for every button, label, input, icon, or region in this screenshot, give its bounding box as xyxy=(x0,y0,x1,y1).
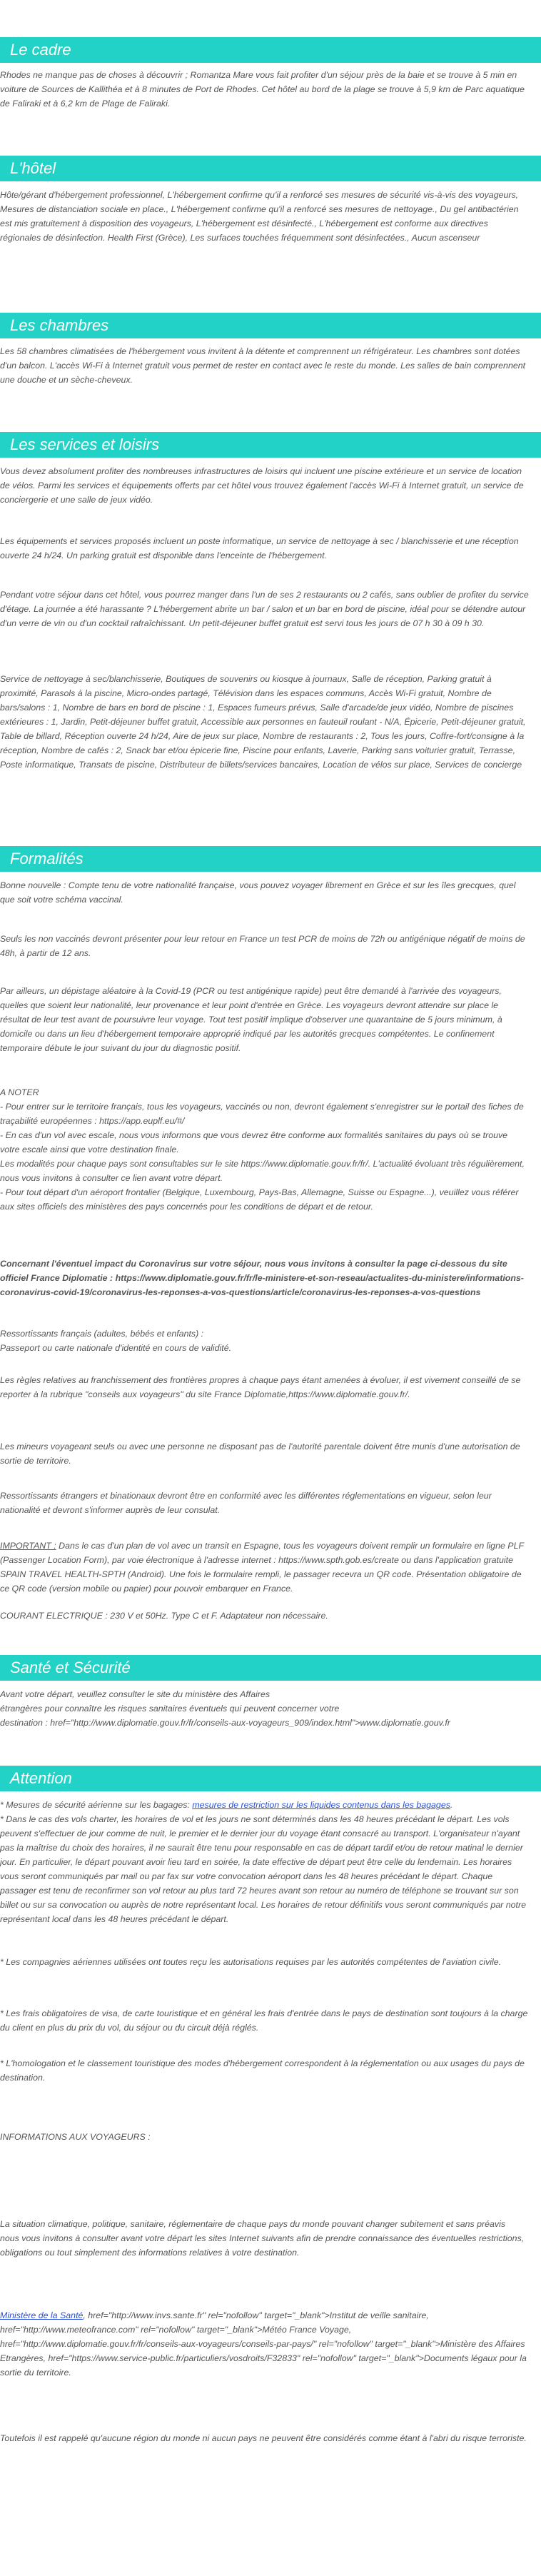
section-title-services: Les services et loisirs xyxy=(10,436,160,453)
formalites-important xyxy=(0,1539,530,1596)
formalites-bold xyxy=(0,1257,530,1299)
terrorisme-paragraph: Toutefois il est rappelé qu'aucune région du monde ni aucun pays ne peuvent être considérés comme étant à l'abri du risque terroriste. xyxy=(0,2433,527,2443)
cadre-text xyxy=(0,68,530,111)
sites-paragraph xyxy=(0,2308,530,2380)
section-banner-services xyxy=(0,432,541,458)
important-label: IMPORTANT : xyxy=(0,1541,56,1551)
formalites-courant xyxy=(0,1609,530,1623)
services-p2 xyxy=(0,534,530,563)
info-voyageurs-title: INFORMATIONS AUX VOYAGEURS : xyxy=(0,2132,151,2142)
attention-situation xyxy=(0,2217,530,2260)
services-p4 xyxy=(0,672,530,772)
situation-line: La situation climatique, politique, sanitaire, réglementaire de chaque pays du monde pouvant changer subitement et sans préavis xyxy=(0,2219,506,2229)
ministere-sante-link[interactable]: Ministère de la Santé xyxy=(0,2310,84,2320)
services-paragraph-1: Vous devez absolument profiter des nombreuses infrastructures de loisirs qui incluent une piscine extérieure et un service de location de vélos. Parmi les services et équipements offerts par cet hôtel vous trouvez également l'accès Wi-Fi à Internet gratuit, un service de conciergerie et une salle de jeux vidéo. xyxy=(0,466,524,505)
attention-dates xyxy=(0,1812,530,1926)
sante-line: étrangères pour connaître les risques sanitaires éventuels qui peuvent concerner votre xyxy=(0,1704,340,1714)
formalites-paragraph-2: Seuls les non vaccinés devront présenter pour leur retour en France un test PCR de moins de 72h ou antigénique négatif de moins de 48h, à partir de 12 ans. xyxy=(0,934,525,958)
attention-final xyxy=(0,2431,530,2445)
hotel-text xyxy=(0,188,530,245)
mineurs-paragraph: Les mineurs voyageant seuls ou avec une personne ne disposant pas de l'autorité parentale doivent être munis d'une autorisation de sortie de territoire. xyxy=(0,1442,520,1466)
compagnies-paragraph: * Les compagnies aériennes utilisées ont toutes reçu les autorisations requises par les autorités compétentes de l'aviation civile. xyxy=(0,1957,502,1967)
important-text: Dans le cas d'un plan de vol avec un transit en Espagne, tous les voyageurs doivent remplir un formulaire en ligne PLF (Passenger Location Form), par voie électronique à l'adresse internet : https://www.spth.gob.es/create ou dans l'application gratuite SPAIN TRAVEL HEALTH-SPTH (Android). Une fois le formulaire rempli, le passager recevra un QR code. Présentation obligatoire de ce QR code (version mobile ou papier) pour pouvoir embarquer en France. xyxy=(0,1541,524,1594)
coronavirus-notice: Concernant l'éventuel impact du Coronavirus sur votre séjour, nous vous invitons à consulter la page ci-dessous du site officiel France Diplomatie : https://www.diplomatie.gouv.fr/fr/le-ministere-et-son-reseau/actualites-du-ministere/informations-coronavirus-covid-19/coronavirus-les-reponses-a-vos-questions/article/coronavirus-les-reponses-a-vos-questions xyxy=(0,1259,524,1297)
courant-paragraph: COURANT ELECTRIQUE : 230 V et 50Hz. Type C et F. Adaptateur non nécessaire. xyxy=(0,1611,328,1621)
attention-mesures xyxy=(0,1798,530,1812)
sites-list: , href="http://www.invs.sante.fr" rel="nofollow" target="_blank">Institut de veille sanitaire, href="http://www.meteofrance.com" rel="nofollow" target="_blank">Météo France Voyage, href="http://www.diplomatie.gouv.fr/fr/conseils-aux-voyageurs/conseils-par-pays/" rel="nofollow" target="_blank">Ministère des Affaires Etrangères, href="https://www.service-public.fr/particuliers/vosdroits/F32833" rel="nofollow" target="_blank">Documents légaux pour la sortie du territoire. xyxy=(0,2310,527,2378)
attention-sites xyxy=(0,2308,530,2380)
attention-frais xyxy=(0,2006,530,2035)
note-line: - En cas d'un vol avec escale, nous vous informons que vous devrez être conforme aux formalités sanitaires du pays où se trouve votre escale ainsi que votre destination finale. xyxy=(0,1130,508,1154)
hotel-paragraph: Hôte/gérant d'hébergement professionnel, L'hébergement confirme qu'il a renforcé ses mesures de sécurité vis-à-vis des voyageurs, Mesures de distanciation sociale en place., L'hébergement confirme qu'il a renforcé ses mesures de nettoyage., Du gel antibactérien est mis gratuitement à disposition des voyageurs, L'hébergement est désinfecté., L'hébergement est conforme aux directives régionales de désinfection. Health First (Grèce), Les surfaces touchées fréquemment sont désinfectées., Aucun ascenseur xyxy=(0,190,519,243)
section-title-cadre: Le cadre xyxy=(10,41,71,59)
frais-paragraph: * Les frais obligatoires de visa, de carte touristique et en général les frais d'entrée dans le pays de destination sont toujours à la charge du client en plus du prix du vol, du séjour ou du circuit déjà réglés. xyxy=(0,2008,528,2033)
liquides-restriction-link[interactable]: mesures de restriction sur les liquides contenus dans les bagages xyxy=(192,1800,450,1810)
section-title-chambres: Les chambres xyxy=(10,316,109,334)
cadre-paragraph: Rhodes ne manque pas de choses à découvrir ; Romantza Mare vous fait profiter d'un séjour près de la baie et se trouve à 5 min en voiture de Sources de Kallithéa et à 8 minutes de Port de Rhodes. Cet hôtel au bord de la plage se trouve à 5,9 km de Parc aquatique de Faliraki et à 6,2 km de Plage de Faliraki. xyxy=(0,70,525,109)
section-banner-hotel xyxy=(0,156,541,181)
services-p3 xyxy=(0,588,530,630)
situation-line: nous vous invitons à consulter avant votre départ les sites Internet suivants afin de prendre connaissance des éventuelles restrictions, obligations ou tout simplement des informations relatives à votre destination. xyxy=(0,2233,525,2258)
attention-homologation xyxy=(0,2056,530,2085)
section-banner-chambres xyxy=(0,313,541,338)
sante-line: destination : href="http://www.diplomatie.gouv.fr/fr/conseils-aux-voyageurs_909/index.html">www.diplomatie.gouv.fr xyxy=(0,1718,450,1728)
regles-paragraph: Les règles relatives au franchissement des frontières propres à chaque pays étant amenées à évoluer, il est vivement conseillé de se reporter à la rubrique "conseils aux voyageurs" du site France Diplomatie,https://www.diplomatie.gouv.fr/. xyxy=(0,1375,521,1399)
formalites-paragraph-1: Bonne nouvelle : Compte tenu de votre nationalité française, vous pouvez voyager librement en Grèce et sur les îles grecques, quel que soit votre schéma vaccinal. xyxy=(0,880,516,905)
ressortissants-line: Ressortissants français (adultes, bébés et enfants) : xyxy=(0,1329,204,1339)
formalites-etrangers xyxy=(0,1489,530,1517)
section-banner-formalites xyxy=(0,846,541,872)
formalites-regles xyxy=(0,1373,530,1402)
note-line: - Pour entrer sur le territoire français, tous les voyageurs, vaccinés ou non, devront également s'enregistrer sur le portail des fiches de traçabilité européennes : https://app.euplf.eu/#/ xyxy=(0,1102,524,1126)
mesures-suffix: . xyxy=(450,1800,453,1810)
section-banner-attention xyxy=(0,1766,541,1791)
section-title-hotel: L'hôtel xyxy=(10,159,56,177)
services-paragraph-3: Pendant votre séjour dans cet hôtel, vous pourrez manger dans l'un de ses 2 restaurants ou 2 cafés, sans oublier de profiter du service d'étage. La journée a été harassante ? L'hébergement abrite un bar / salon et un bar en bord de piscine, idéal pour se détendre autour d'un verre de vin ou d'un cocktail rafraîchissant. Un petit-déjeuner buffet gratuit est servi tous les jours de 07 h 30 à 09 h 30. xyxy=(0,590,529,628)
section-title-attention: Attention xyxy=(10,1769,72,1787)
section-banner-cadre xyxy=(0,37,541,63)
sante-text xyxy=(0,1687,530,1730)
services-paragraph-4: Service de nettoyage à sec/blanchisserie, Boutiques de souvenirs ou kiosque à journaux, Salle de réception, Parking gratuit à proximité, Parasols à la piscine, Micro-ondes partagé, Télévision dans les espaces communs, Accès Wi-Fi gratuit, Nombre de bars/salons : 1, Nombre de bars en bord de piscine : 1, Espaces fumeurs prévus, Salle d'arcade/de jeux vidéo, Nombre de piscines extérieures : 1, Jardin, Petit-déjeuner buffet gratuit, Accessible aux personnes en fauteuil roulant - N/A, Épicerie, Petit-déjeuner gratuit, Table de billard, Réception ouverte 24 h/24, Aire de jeux sur place, Nombre de restaurants : 2, Tous les jours, Coffre-fort/consigne à la réception, Nombre de cafés : 2, Snack bar et/ou épicerie fine, Piscine pour enfants, Laverie, Parking sans voiturier gratuit, Terrasse, Poste informatique, Transats de piscine, Distributeur de billets/services bancaires, Location de vélos sur place, Services de concierge xyxy=(0,674,526,770)
formalites-ressort-fr xyxy=(0,1327,530,1355)
homologation-paragraph: * L'homologation et le classement touristique des modes d'hébergement correspondent à la réglementation ou aux usages du pays de destination. xyxy=(0,2058,525,2083)
formalites-paragraph-3: Par ailleurs, un dépistage aléatoire à la Covid-19 (PCR ou test antigénique rapide) peut être demandé à l'arrivée des voyageurs, quelles que soient leur nationalité, leur provenance et leur point d'entrée en Grèce. Les voyageurs devront attendre sur place le résultat de leur test avant de poursuivre leur voyage. Tout test positif implique d'observer une quarantaine de 5 jours minimum, à domicile ou dans un lieu d'hébergement temporaire approprié indiqué par les autorités grecques compétentes. Le confinement temporaire débute le jour suivant du jour du diagnostic positif. xyxy=(0,986,502,1053)
note-line: Les modalités pour chaque pays sont consultables sur le site https://www.diplomatie.gouv.fr/fr/. L'actualité évoluant très régulièrement, nous vous invitons à consulter ce lien avant votre départ. xyxy=(0,1159,525,1183)
note-heading: A NOTER xyxy=(0,1087,39,1097)
attention-cies xyxy=(0,1955,530,1969)
formalites-p1 xyxy=(0,878,530,907)
attention-info-title xyxy=(0,2130,530,2144)
formalites-note xyxy=(0,1085,530,1214)
section-title-sante: Santé et Sécurité xyxy=(10,1659,131,1676)
chambres-text xyxy=(0,344,530,387)
services-p1 xyxy=(0,464,530,507)
section-banner-sante xyxy=(0,1655,541,1681)
formalites-p3 xyxy=(0,984,530,1055)
charter-paragraph: * Dans le cas des vols charter, les horaires de vol et les jours ne sont déterminés dans les 48 heures précédant le départ. Les vols peuvent s'effectuer de jour comme de nuit, le premier et le dernier jour du voyage étant consacré au transport. L'organisateur n'ayant pas la maîtrise du choix des horaires, il ne saurait être tenu pour responsable en cas de départ tardif et/ou de retour matinal le dernier jour. En particulier, le départ pouvant avoir lieu tard en soirée, la date effective de départ peut être celle du lendemain. Les horaires vous seront communiqués par mail ou par fax sur votre convocation aéroport dans les 48 heures précédant le départ. Chaque passager est tenu de reconfirmer son vol retour au plus tard 72 heures avant son retour au numéro de téléphone se trouvant sur son billet ou sur sa convocation ou auprès de notre représentant local. Les horaires de retour définitifs vous seront communiqués par notre représentant local dans les 48 heures précédant le départ. xyxy=(0,1814,526,1924)
chambres-paragraph: Les 58 chambres climatisées de l'hébergement vous invitent à la détente et comprennent un réfrigérateur. Les chambres sont dotées d'un balcon. L'accès Wi-Fi à Internet gratuit vous permet de rester en contact avec le reste du monde. Les salles de bain comprennent une douche et un sèche-cheveux. xyxy=(0,346,526,385)
note-line: - Pour tout départ d'un aéroport frontalier (Belgique, Luxembourg, Pays-Bas, Allemagne, Suisse ou Espagne...), veuillez vous référer aux sites officiels des ministères des pays concernés pour les conditions de départ et de retour. xyxy=(0,1187,519,1212)
important-paragraph xyxy=(0,1539,530,1596)
sante-line: Avant votre départ, veuillez consulter le site du ministère des Affaires xyxy=(0,1689,270,1699)
mesures-paragraph xyxy=(0,1798,530,1812)
ressortissants-line: Passeport ou carte nationale d'identité en cours de validité. xyxy=(0,1343,232,1353)
etrangers-paragraph: Ressortissants étrangers et binationaux devront être en conformité avec les différentes réglementations en vigueur, selon leur nationalité et devront s'informer auprès de leur consulat. xyxy=(0,1491,492,1515)
mesures-prefix: * Mesures de sécurité aérienne sur les bagages: xyxy=(0,1800,193,1810)
formalites-p2 xyxy=(0,932,530,960)
formalites-mineurs xyxy=(0,1439,530,1468)
services-paragraph-2: Les équipements et services proposés incluent un poste informatique, un service de nettoyage à sec / blanchisserie et une réception ouverte 24 h/24. Un parking gratuit est disponible dans l'enceinte de l'hébergement. xyxy=(0,536,519,560)
section-title-formalites: Formalités xyxy=(10,850,84,867)
